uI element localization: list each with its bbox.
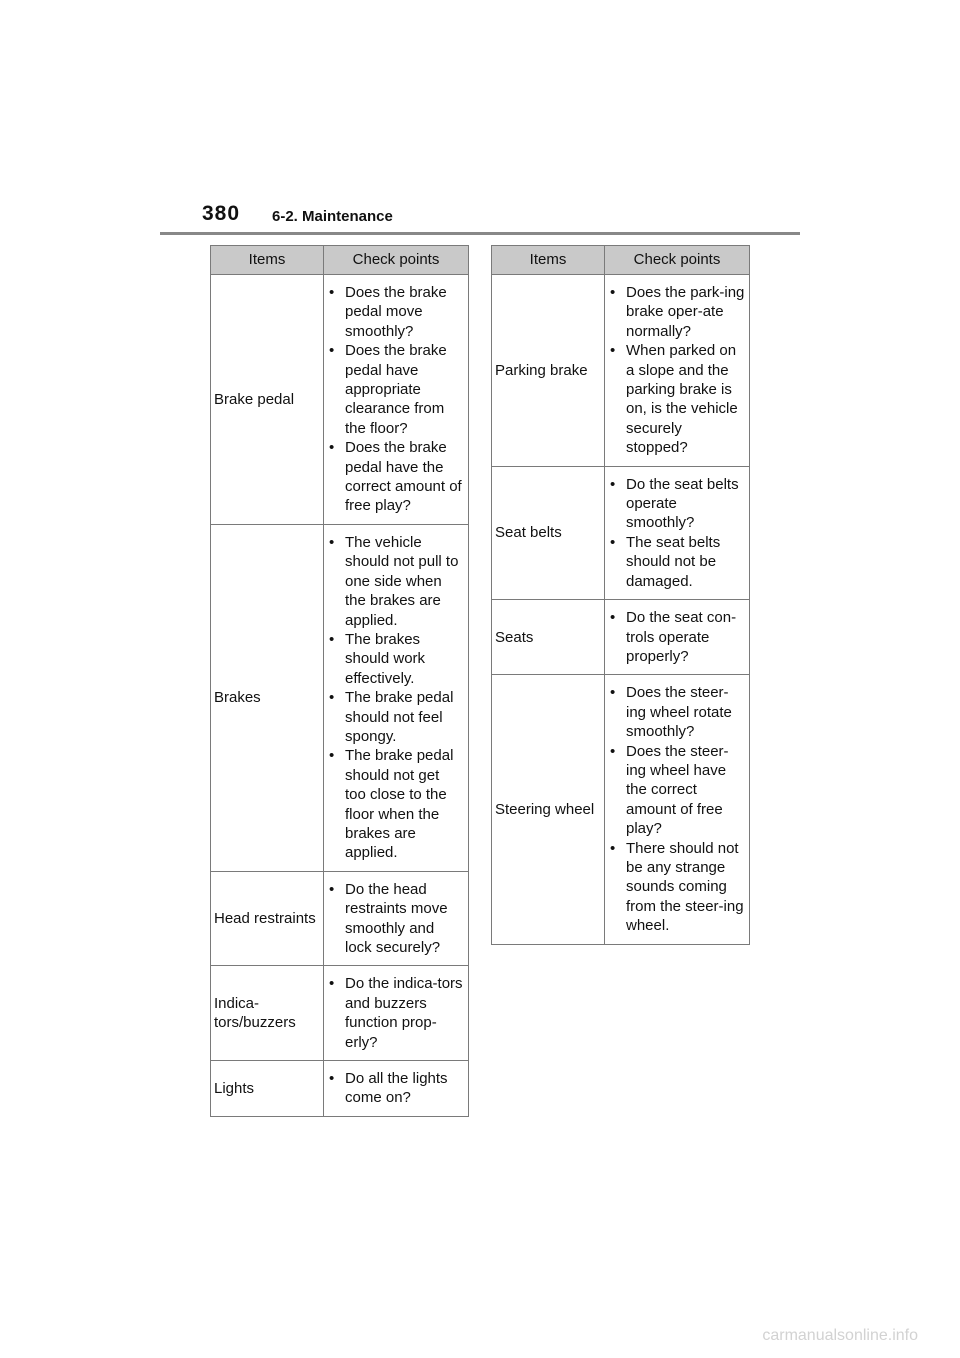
table-row [492,600,750,675]
check-point-item: • The brakes should work effectively. [328,630,464,688]
check-point-item: • The seat belts should not be damaged. [609,533,745,591]
check-points-list [609,683,745,935]
table-body [211,275,469,1117]
column-header-items: Items [211,246,324,275]
page-number: 380 [202,202,241,225]
check-point-item: • Does the brake pedal move smoothly? [328,283,464,341]
check-point-item: • Do the indica-tors and buzzers function prop-erly? [328,974,464,1052]
check-points-cell [605,466,750,599]
table-row [492,466,750,599]
maintenance-check-table-left [210,245,469,1117]
maintenance-check-table-right [491,245,750,945]
table-row [211,966,469,1061]
check-point-item: • When parked on a slope and the parking brake is on, is the vehicle securely stopped? [609,341,745,457]
check-points-list [328,533,464,863]
check-points-cell [605,600,750,675]
item-name-cell: Indica-tors/buzzers [211,966,324,1061]
check-points-list [328,283,464,516]
check-point-item: • The vehicle should not pull to one side when the brakes are applied. [328,533,464,630]
table-row [211,275,469,525]
table-header-row [492,246,750,275]
check-point-item: • The brake pedal should not get too close to the floor when the brakes are applied. [328,746,464,862]
table-row [492,275,750,467]
column-header-check-points: Check points [324,246,469,275]
header-rule [160,232,800,235]
item-name-cell: Brakes [211,524,324,871]
check-points-list [328,1069,464,1108]
column-header-items: Items [492,246,605,275]
check-point-item: • Does the brake pedal have the correct amount of free play? [328,438,464,516]
table-row [211,524,469,871]
check-point-item: • There should not be any strange sounds coming from the steer-ing wheel. [609,839,745,936]
check-point-item: • Do the seat belts operate smoothly? [609,475,745,533]
check-points-cell [324,1061,469,1117]
item-name-cell: Parking brake [492,275,605,467]
check-points-list [609,283,745,458]
item-name-cell: Head restraints [211,871,324,966]
check-points-cell [324,275,469,525]
item-name-cell: Steering wheel [492,675,605,944]
item-name-cell: Lights [211,1061,324,1117]
check-points-cell [605,275,750,467]
table-row [492,675,750,944]
section-title: 6-2. Maintenance [272,208,393,225]
table-body [492,275,750,945]
item-name-cell: Brake pedal [211,275,324,525]
check-point-item: • Does the park-ing brake oper-ate normally? [609,283,745,341]
check-point-item: • Does the steer-ing wheel rotate smoothly? [609,683,745,741]
column-header-check-points: Check points [605,246,750,275]
check-points-cell [324,966,469,1061]
check-points-cell [324,871,469,966]
check-point-item: • Do the head restraints move smoothly and lock securely? [328,880,464,958]
check-point-item: • Does the steer-ing wheel have the correct amount of free play? [609,742,745,839]
check-points-list [328,880,464,958]
check-points-list [328,974,464,1052]
site-watermark: carmanualsonline.info [762,1327,918,1344]
check-points-list [609,608,745,666]
check-points-cell [324,524,469,871]
item-name-cell: Seats [492,600,605,675]
check-point-item: • Do all the lights come on? [328,1069,464,1108]
table-row [211,871,469,966]
check-point-item: • The brake pedal should not feel spongy. [328,688,464,746]
item-name-cell: Seat belts [492,466,605,599]
check-point-item: • Do the seat con-trols operate properly? [609,608,745,666]
check-points-cell [605,675,750,944]
check-points-list [609,475,745,591]
table-row [211,1061,469,1117]
check-point-item: • Does the brake pedal have appropriate clearance from the floor? [328,341,464,438]
table-header-row [211,246,469,275]
